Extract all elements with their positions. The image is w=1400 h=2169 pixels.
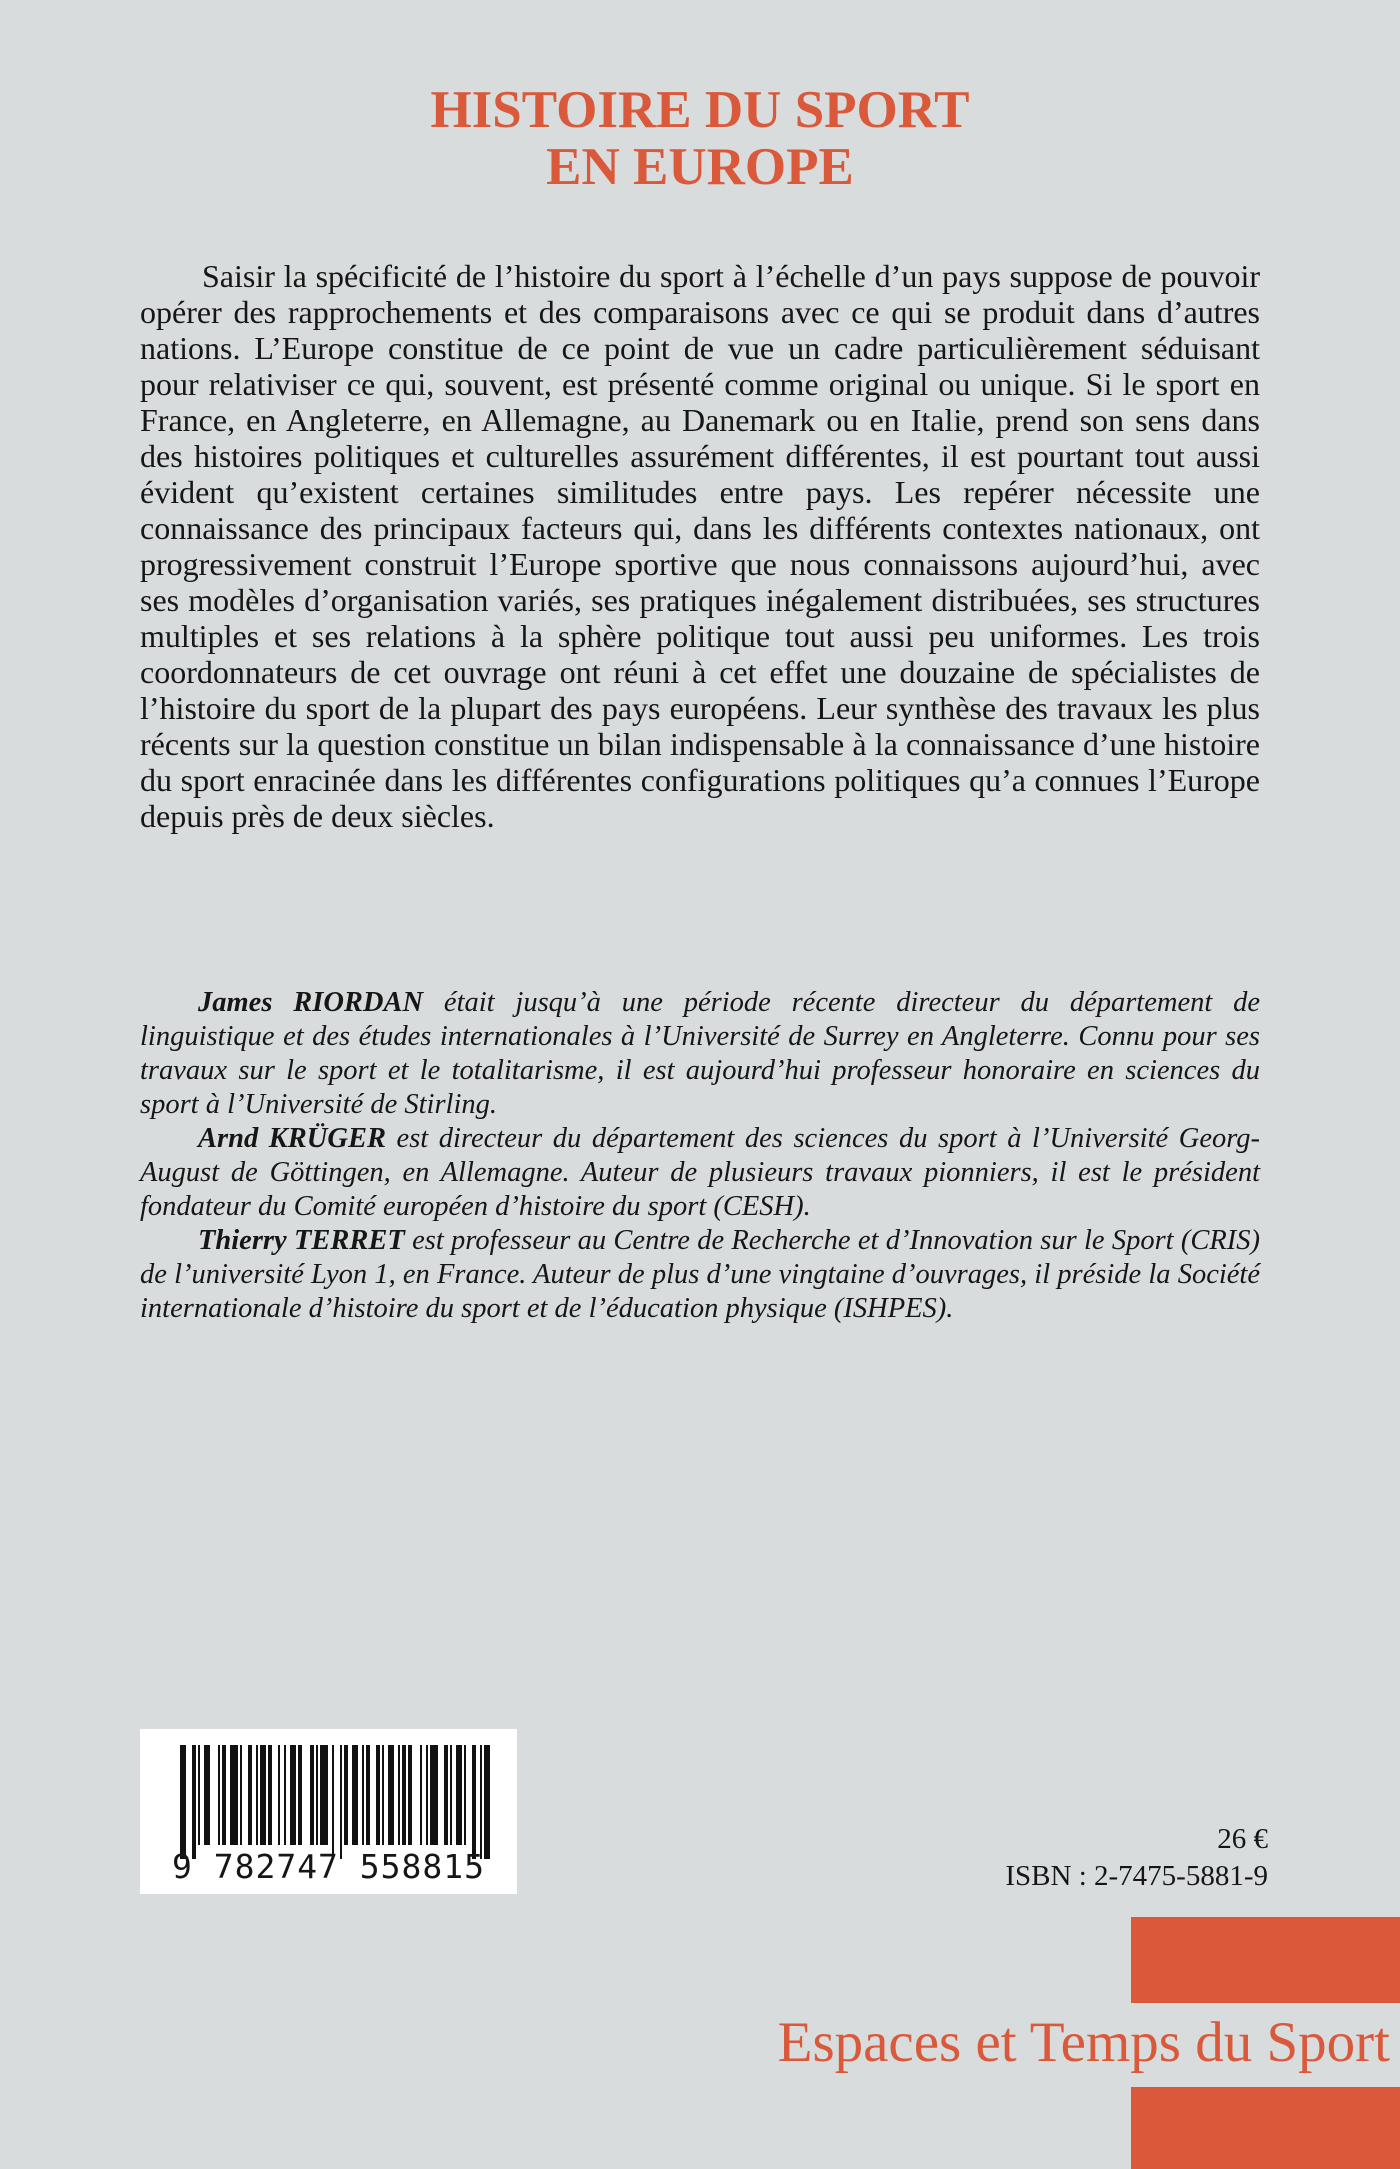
decorative-block-bottom: [1131, 2087, 1400, 2169]
author-name: James RIORDAN: [198, 987, 424, 1018]
summary-paragraph: Saisir la spécificité de l’histoire du sport à l’échelle d’un pays suppose de pouvoir opérer des rapprochements et des comparaisons avec ce qui se produit dans d’autres nations. L’Europe constitue de ce point de vue un cadre particulièrement séduisant pour relativiser ce qui, souvent, est présenté comme original ou unique. Si le sport en France, en Angleterre, en Allemagne, au Danemark ou en Italie, prend son sens dans des histoires politiques et culturelles assurément différentes, il est pourtant tout aussi évident qu’existent certaines similitudes entre pays. Les repérer nécessite une connaissance des principaux facteurs qui, dans les différents contextes nationaux, ont progressivement construit l’Europe sportive que nous connaissons aujourd’hui, avec ses modèles d’organisation variés, ses pratiques inégalement distribuées, ses structures multiples et ses relations à la sphère politique tout aussi peu uniformes. Les trois coordonnateurs de cet ouvrage ont réuni à cet effet une douzaine de spécialistes de l’histoire du sport de la plupart des pays européens. Leur synthèse des travaux les plus récents sur la question constitue un bilan indispensable à la connaissance d’une histoire du sport enracinée dans les différentes configurations politiques qu’a connues l’Europe depuis près de deux siècles.: [140, 258, 1260, 834]
author-bio-text: était jusqu’à une période récente directeur du département de linguistique et des études internationales à l’Université de Surrey en Angleterre. Connu pour ses travaux sur le sport et le totalitarisme, il est aujourd’hui professeur honoraire en sciences du sport à l’Université de Stirling.: [140, 987, 1260, 1120]
isbn: ISBN : 2-7475-5881-9: [1005, 1860, 1268, 1892]
price: 26 €: [1217, 1823, 1268, 1855]
author-bios: [140, 986, 1260, 1326]
author-name: Arnd KRÜGER: [198, 1123, 386, 1154]
barcode: [140, 1729, 517, 1894]
decorative-block-top: [1131, 1917, 1400, 2003]
barcode-number: 9 782747 558815: [171, 1847, 485, 1886]
author-bio: [140, 1224, 1260, 1326]
author-bio-text: est professeur au Centre de Recherche et d’Innovation sur le Sport (CRIS) de l’université Lyon 1, en France. Auteur de plus d’une vingtaine d’ouvrages, il préside la Société internationale d’histoire du sport et de l’éducation physique (ISHPES).: [140, 1225, 1261, 1324]
author-bio: [140, 1122, 1260, 1224]
title-line-2: EN EUROPE: [546, 138, 854, 196]
title-line-1: HISTOIRE DU SPORT: [430, 81, 970, 139]
series-title: Espaces et Temps du Sport: [777, 2011, 1390, 2074]
author-bio-text: est directeur du département des sciences du sport à l’Université Georg-August de Göttingen, en Allemagne. Auteur de plusieurs travaux pionniers, il est le président fondateur du Comité européen d’histoire du sport (CESH).: [140, 1123, 1260, 1222]
author-name: Thierry TERRET: [198, 1225, 405, 1256]
author-bio: [140, 986, 1260, 1122]
book-title: [0, 82, 1400, 196]
